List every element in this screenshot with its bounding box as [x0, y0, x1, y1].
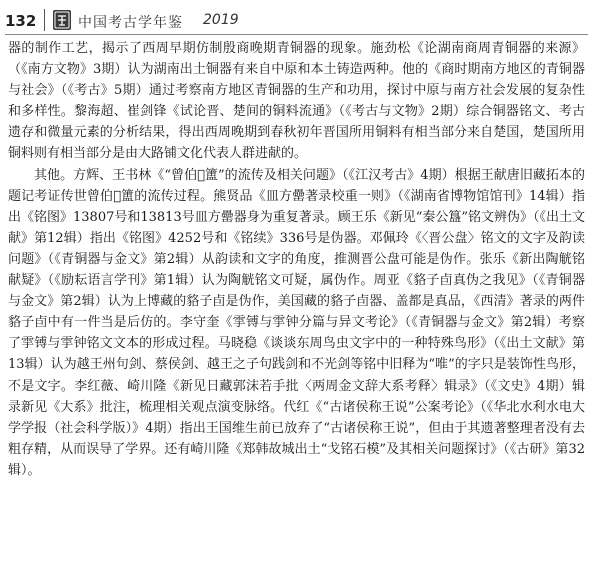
article-body — [8, 38, 585, 481]
header-divider — [44, 9, 45, 31]
paragraph-others: 其他。方辉、王书林《“曾伯𩎟簠”的流传及相关问题》（《江汉考古》4期）根据王献唐旧藏拓本的题记考证传世曾伯𩎟簠的流传过程。熊贤品《皿方罍著录校重一则》（《湖南省博物馆馆刊》14辑）指出《铭图》13807号和13813号皿方罍器身为重复著录。顾王乐《新见“秦公簋”铭文辨伪》（《出土文献》第12辑）指出《铭图》4252号和《铭续》336号是伪器。邓佩玲《〈晋公盘〉铭文的文字及韵读问题》（《青铜器与金文》第2辑）从韵读和文字的角度，推测晋公盘可能是伪作。张乐《新出陶觥铭献疑》（《励耘语言学刊》第1辑）认为陶觥铭文可疑，属伪作。周亚《貉子卣真伪之我见》（《青铜器与金文》第2辑）认为上博藏的貉子卣是伪作，美国藏的貉子卣器、盖都是真品，《西清》著录的两件貉子卣中有一件当是后仿的。李守奎《𩁹镈与𩁹钟分篇与异文考论》（《青铜器与金文》第2辑）考察了𩁹镈与𩁹钟铭文文本的形成过程。马晓稳《谈谈东周鸟虫文字中的一种特殊鸟形》（《出土文献》第13辑）认为越王州句剑、蔡侯剑、越王之子句践剑和不光剑等铭中旧释为“唯”的字只是装饰性鸟形，不是文字。李红薇、崎川隆《新见日藏郭沫若手批〈两周金文辞大系考释〉辑录》（《文史》4期）辑录新见《大系》批注，梳理相关观点演变脉络。代红《“古诸侯称王说”公案考论》（《华北水利水电大学学报（社会科学版）》4期）指出王国维生前已放弃了“古诸侯称王说”，但由于其遗著整理者没有去粗存精，从而误导了学界。还有崎川隆《郑韩故城出土“戈铭石模”及其相关问题探讨》（《古研》第32辑）。 — [8, 167, 586, 478]
yearbook-title: 中国考古学年鉴 — [78, 15, 183, 31]
yearbook-year: 2019 — [203, 12, 239, 28]
running-header — [0, 0, 593, 40]
paragraph-continuation: 器的制作工艺，揭示了西周早期仿制殷商晚期青铜器的现象。施劲松《论湖南商周青铜器的来源》（《南方文物》3期）认为湖南出土铜器有来自中原和本土铸造两种。他的《商时期南方地区的青铜器与社会》（《考古》5期）通过考察南方地区青铜器的生产和功用，探讨中原与南方社会发展的复杂性和多样性。黎海超、崔剑锋《试论晋、楚间的铜料流通》（《考古与文物》2期）综合铜器铭文、考古遗存和微量元素的分析结果，得出西周晚期到春秋初年晋国所用铜料有相当部分来自楚国，楚国所用铜料则有相当部分是由大路铺文化代表人群进献的。 — [8, 41, 585, 162]
yearbook-seal-icon — [52, 9, 72, 31]
header-rule — [5, 34, 588, 35]
page-number: 132 — [5, 12, 37, 30]
